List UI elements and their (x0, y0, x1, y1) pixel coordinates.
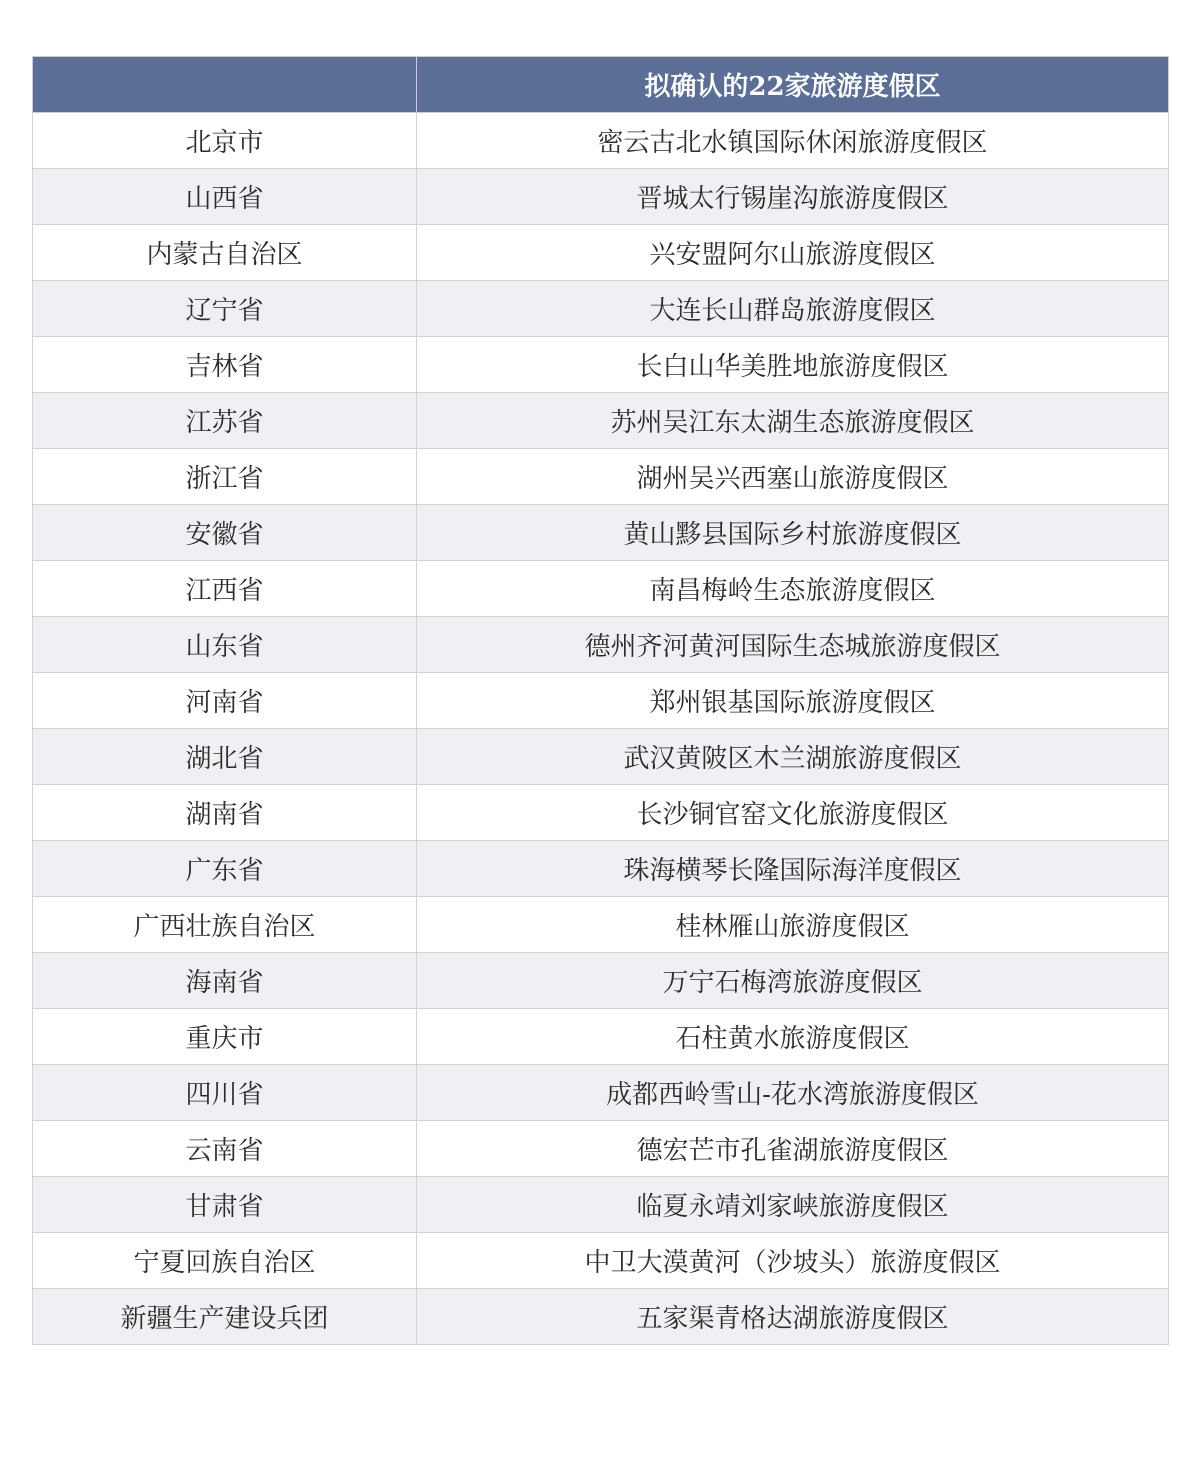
table-row (33, 1233, 1169, 1289)
region-cell: 内蒙古自治区 (33, 225, 417, 281)
table-row (33, 169, 1169, 225)
table-header (33, 57, 1169, 113)
region-cell: 重庆市 (33, 1009, 417, 1065)
region-cell: 山东省 (33, 617, 417, 673)
resort-cell: 德宏芒市孔雀湖旅游度假区 (417, 1121, 1169, 1177)
region-cell: 辽宁省 (33, 281, 417, 337)
table-row (33, 953, 1169, 1009)
region-cell: 湖南省 (33, 785, 417, 841)
region-cell: 吉林省 (33, 337, 417, 393)
table-row (33, 841, 1169, 897)
table-row (33, 1177, 1169, 1233)
resort-cell: 长白山华美胜地旅游度假区 (417, 337, 1169, 393)
table-row (33, 1009, 1169, 1065)
resort-cell: 黄山黟县国际乡村旅游度假区 (417, 505, 1169, 561)
region-cell: 江西省 (33, 561, 417, 617)
table-row (33, 673, 1169, 729)
table-row (33, 1065, 1169, 1121)
resort-cell: 晋城太行锡崖沟旅游度假区 (417, 169, 1169, 225)
table-row (33, 281, 1169, 337)
resort-cell: 中卫大漠黄河（沙坡头）旅游度假区 (417, 1233, 1169, 1289)
resort-cell: 德州齐河黄河国际生态城旅游度假区 (417, 617, 1169, 673)
table-row (33, 337, 1169, 393)
resort-cell: 石柱黄水旅游度假区 (417, 1009, 1169, 1065)
table-row (33, 225, 1169, 281)
header-region (33, 57, 417, 113)
resort-table-container (32, 56, 1168, 1345)
region-cell: 山西省 (33, 169, 417, 225)
region-cell: 海南省 (33, 953, 417, 1009)
table-row (33, 113, 1169, 169)
region-cell: 河南省 (33, 673, 417, 729)
table-row (33, 393, 1169, 449)
region-cell: 四川省 (33, 1065, 417, 1121)
resort-cell: 湖州吴兴西塞山旅游度假区 (417, 449, 1169, 505)
header-resort: 拟确认的22家旅游度假区 (417, 57, 1169, 113)
resort-cell: 桂林雁山旅游度假区 (417, 897, 1169, 953)
region-cell: 广东省 (33, 841, 417, 897)
resort-cell: 成都西岭雪山-花水湾旅游度假区 (417, 1065, 1169, 1121)
resort-cell: 临夏永靖刘家峡旅游度假区 (417, 1177, 1169, 1233)
region-cell: 湖北省 (33, 729, 417, 785)
table-body (33, 113, 1169, 1345)
region-cell: 北京市 (33, 113, 417, 169)
resort-cell: 长沙铜官窑文化旅游度假区 (417, 785, 1169, 841)
resort-cell: 万宁石梅湾旅游度假区 (417, 953, 1169, 1009)
header-row (33, 57, 1169, 113)
resort-cell: 大连长山群岛旅游度假区 (417, 281, 1169, 337)
region-cell: 宁夏回族自治区 (33, 1233, 417, 1289)
table-row (33, 449, 1169, 505)
table-row (33, 617, 1169, 673)
resort-cell: 珠海横琴长隆国际海洋度假区 (417, 841, 1169, 897)
resort-cell: 密云古北水镇国际休闲旅游度假区 (417, 113, 1169, 169)
resort-cell: 郑州银基国际旅游度假区 (417, 673, 1169, 729)
resort-table (32, 56, 1169, 1345)
region-cell: 安徽省 (33, 505, 417, 561)
resort-cell: 武汉黄陂区木兰湖旅游度假区 (417, 729, 1169, 785)
table-row (33, 1121, 1169, 1177)
resort-cell: 五家渠青格达湖旅游度假区 (417, 1289, 1169, 1345)
table-row (33, 505, 1169, 561)
table-row (33, 897, 1169, 953)
table-row (33, 561, 1169, 617)
region-cell: 新疆生产建设兵团 (33, 1289, 417, 1345)
region-cell: 浙江省 (33, 449, 417, 505)
resort-cell: 南昌梅岭生态旅游度假区 (417, 561, 1169, 617)
table-row (33, 1289, 1169, 1345)
resort-cell: 苏州吴江东太湖生态旅游度假区 (417, 393, 1169, 449)
region-cell: 云南省 (33, 1121, 417, 1177)
region-cell: 江苏省 (33, 393, 417, 449)
region-cell: 广西壮族自治区 (33, 897, 417, 953)
table-row (33, 785, 1169, 841)
table-row (33, 729, 1169, 785)
region-cell: 甘肃省 (33, 1177, 417, 1233)
resort-cell: 兴安盟阿尔山旅游度假区 (417, 225, 1169, 281)
